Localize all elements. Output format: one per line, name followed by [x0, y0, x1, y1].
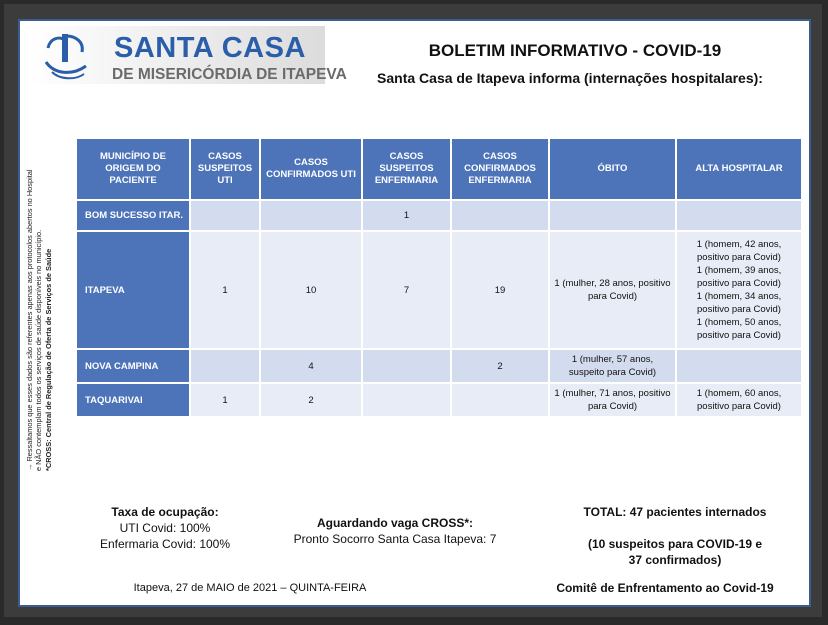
- cell-confirmados-enfermaria: 19: [452, 232, 548, 348]
- cell-obito: [550, 201, 675, 230]
- cell-alta: [677, 350, 801, 382]
- column-header-confirmados-enfermaria: CASOS CONFIRMADOS ENFERMARIA: [452, 139, 548, 199]
- cell-suspeitos-uti: [191, 350, 259, 382]
- cell-confirmados-uti: [261, 201, 361, 230]
- santa-casa-logo-icon: [42, 32, 92, 82]
- side-note-line: e NÃO contemplam todos os serviços de saúde disponíveis no município.: [34, 229, 44, 471]
- cell-municipio: NOVA CAMPINA: [77, 350, 189, 382]
- table-row: [77, 232, 801, 348]
- logo-subtitle: DE MISERICÓRDIA DE ITAPEVA: [112, 66, 347, 83]
- total-breakdown: 37 confirmados): [628, 553, 722, 567]
- cell-alta: 1 (homem, 42 anos, positivo para Covid) 1 (homem, 39 anos, positivo para Covid) 1 (homem, 34 anos, positivo para Covid) 1 (homem, 50 anos, positivo para Covid): [677, 232, 801, 348]
- cell-suspeitos-enfermaria: 7: [363, 232, 450, 348]
- cell-suspeitos-enfermaria: [363, 350, 450, 382]
- footer-date: Itapeva, 27 de MAIO de 2021 – QUINTA-FEIRA: [133, 582, 367, 594]
- cell-confirmados-uti: 2: [261, 384, 361, 416]
- cell-obito: 1 (mulher, 28 anos, positivo para Covid): [550, 232, 675, 348]
- column-header-suspeitos-uti: CASOS SUSPEITOS UTI: [191, 139, 259, 199]
- cross-block: [275, 515, 515, 547]
- occupancy-uti: UTI Covid: 100%: [119, 521, 211, 535]
- cell-municipio: ITAPEVA: [77, 232, 189, 348]
- cell-municipio: TAQUARIVAI: [77, 384, 189, 416]
- total-line: TOTAL: 47 pacientes internados: [583, 505, 767, 519]
- cell-suspeitos-uti: [191, 201, 259, 230]
- logo-title: SANTA CASA: [114, 32, 306, 64]
- hospital-logo: [28, 26, 347, 84]
- cell-obito: 1 (mulher, 57 anos, suspeito para Covid): [550, 350, 675, 382]
- total-breakdown: (10 suspeitos para COVID-19 e: [587, 537, 763, 551]
- cross-title: Aguardando vaga CROSS*:: [316, 516, 474, 530]
- cell-suspeitos-enfermaria: 1: [363, 201, 450, 230]
- cell-confirmados-enfermaria: [452, 384, 548, 416]
- column-header-municipio: MUNICÍPIO DE ORIGEM DO PACIENTE: [77, 139, 189, 199]
- footer-committee: Comitê de Enfrentamento ao Covid-19: [556, 581, 774, 595]
- cell-alta: [677, 201, 801, 230]
- bulletin-page: [18, 19, 811, 607]
- cell-suspeitos-uti: 1: [191, 232, 259, 348]
- cross-value: Pronto Socorro Santa Casa Itapeva: 7: [293, 532, 497, 546]
- column-header-obito: ÓBITO: [550, 139, 675, 199]
- table-row: [77, 384, 801, 416]
- table-row: [77, 350, 801, 382]
- cell-confirmados-enfermaria: [452, 201, 548, 230]
- cell-suspeitos-uti: 1: [191, 384, 259, 416]
- cell-confirmados-uti: 4: [261, 350, 361, 382]
- cell-suspeitos-enfermaria: [363, 384, 450, 416]
- total-block: [555, 504, 795, 568]
- cross-definition: *CROSS: Central de Regulação de Oferta de Serviços de Saúde: [43, 248, 53, 471]
- column-header-alta: ALTA HOSPITALAR: [677, 139, 801, 199]
- screenshot-frame: [4, 4, 822, 617]
- cell-confirmados-uti: 10: [261, 232, 361, 348]
- column-header-confirmados-uti: CASOS CONFIRMADOS UTI: [261, 139, 361, 199]
- bulletin-title: BOLETIM INFORMATIVO - COVID-19: [428, 41, 722, 60]
- occupancy-title: Taxa de ocupação:: [111, 505, 219, 519]
- bulletin-subtitle: Santa Casa de Itapeva informa (internações hospitalares):: [377, 70, 763, 86]
- occupancy-enfermaria: Enfermaria Covid: 100%: [99, 537, 231, 551]
- table-header-row: [77, 139, 801, 199]
- hospitalizations-table: [75, 137, 803, 418]
- occupancy-block: [80, 504, 250, 552]
- side-note-line: → Ressaltamos que esses dados são referentes apenas aos protocolos abertos no Hospital: [25, 169, 34, 471]
- cell-alta: 1 (homem, 60 anos, positivo para Covid): [677, 384, 801, 416]
- cell-municipio: BOM SUCESSO ITAR.: [77, 201, 189, 230]
- cell-obito: 1 (mulher, 71 anos, positivo para Covid): [550, 384, 675, 416]
- cell-confirmados-enfermaria: 2: [452, 350, 548, 382]
- table-row: [77, 201, 801, 230]
- column-header-suspeitos-enfermaria: CASOS SUSPEITOS ENFERMARIA: [363, 139, 450, 199]
